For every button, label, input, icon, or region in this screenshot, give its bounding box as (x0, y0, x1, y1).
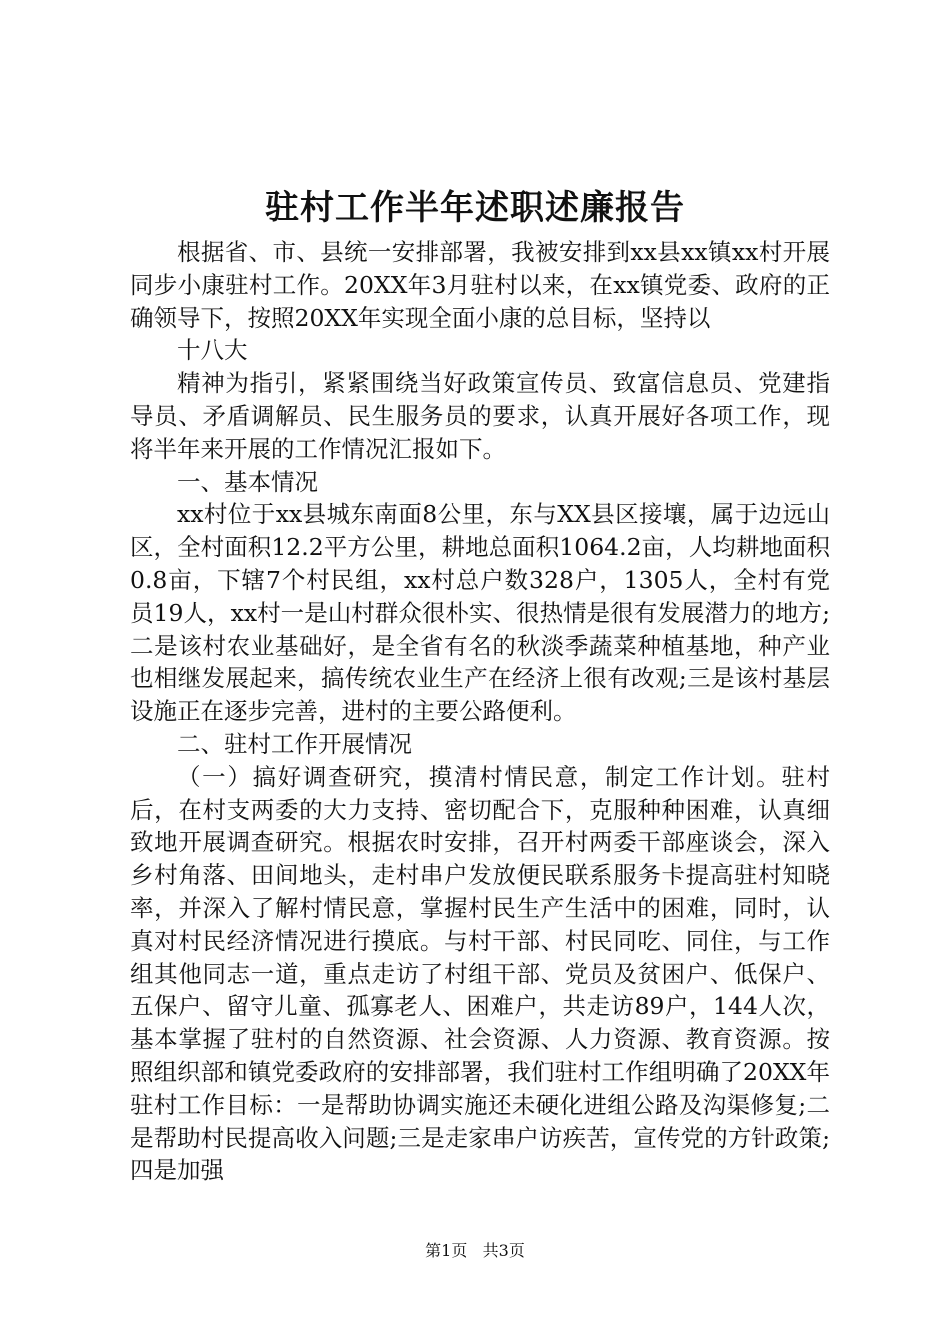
document-body (130, 236, 830, 1187)
page-footer (0, 1240, 950, 1262)
page-title: 驻村工作半年述职述廉报告 (265, 188, 685, 228)
paragraph-intro: 根据省、市、县统一安排部署，我被安排到xx县xx镇xx村开展同步小康驻村工作。20XX年3月驻村以来，在xx镇党委、政府的正确领导下，按照20XX年实现全面小康的总目标，坚持以 (130, 238, 830, 332)
paragraph-basic-info: xx村位于xx县城东南面8公里，东与XX县区接壤，属于边远山区，全村面积12.2平方公里，耕地总面积1064.2亩，人均耕地面积0.8亩，下辖7个村民组，xx村总户数328户，1305人，全村有党员19人，xx村一是山村群众很朴实、很热情是很有发展潜力的地方;二是该村农业基础好，是全省有名的秋淡季蔬菜种植基地，种产业也相继发展起来，搞传统农业生产在经济上很有改观;三是该村基层设施正在逐步完善，进村的主要公路便利。 (130, 500, 830, 726)
paragraph-investigation: （一）搞好调查研究，摸清村情民意，制定工作计划。驻村后，在村支两委的大力支持、密切配合下，克服种种困难，认真细致地开展调查研究。根据农时安排，召开村两委干部座谈会，深入乡村角落、田间地头，走村串户发放便民联系服务卡提高驻村知晓率，并深入了解村情民意，掌握村民生产生活中的困难，同时，认真对村民经济情况进行摸底。与村干部、村民同吃、同住，与工作组其他同志一道，重点走访了村组干部、党员及贫困户、低保户、五保户、留守儿童、孤寡老人、困难户，共走访89户，144人次，基本掌握了驻村的自然资源、社会资源、人力资源、教育资源。按照组织部和镇党委政府的安排部署，我们驻村工作组明确了20XX年驻村工作目标：一是帮助协调实施还未硬化进组公路及沟渠修复;二是帮助村民提高收入问题;三是走家串户访疾苦，宣传党的方针政策;四是加强 (130, 762, 830, 1185)
footer-spacer (472, 1241, 477, 1260)
section-heading-work-progress: 二、驻村工作开展情况 (177, 729, 412, 758)
paragraph-guidance: 精神为指引，紧紧围绕当好政策宣传员、致富信息员、党建指导员、矛盾调解员、民生服务员的要求，认真开展好各项工作，现将半年来开展的工作情况汇报如下。 (130, 369, 830, 463)
page-number: 第1页 (425, 1241, 468, 1260)
paragraph-eighteenth-congress: 十八大 (177, 336, 248, 365)
section-heading-basic-info: 一、基本情况 (177, 467, 318, 496)
page-total: 共3页 (482, 1241, 525, 1260)
